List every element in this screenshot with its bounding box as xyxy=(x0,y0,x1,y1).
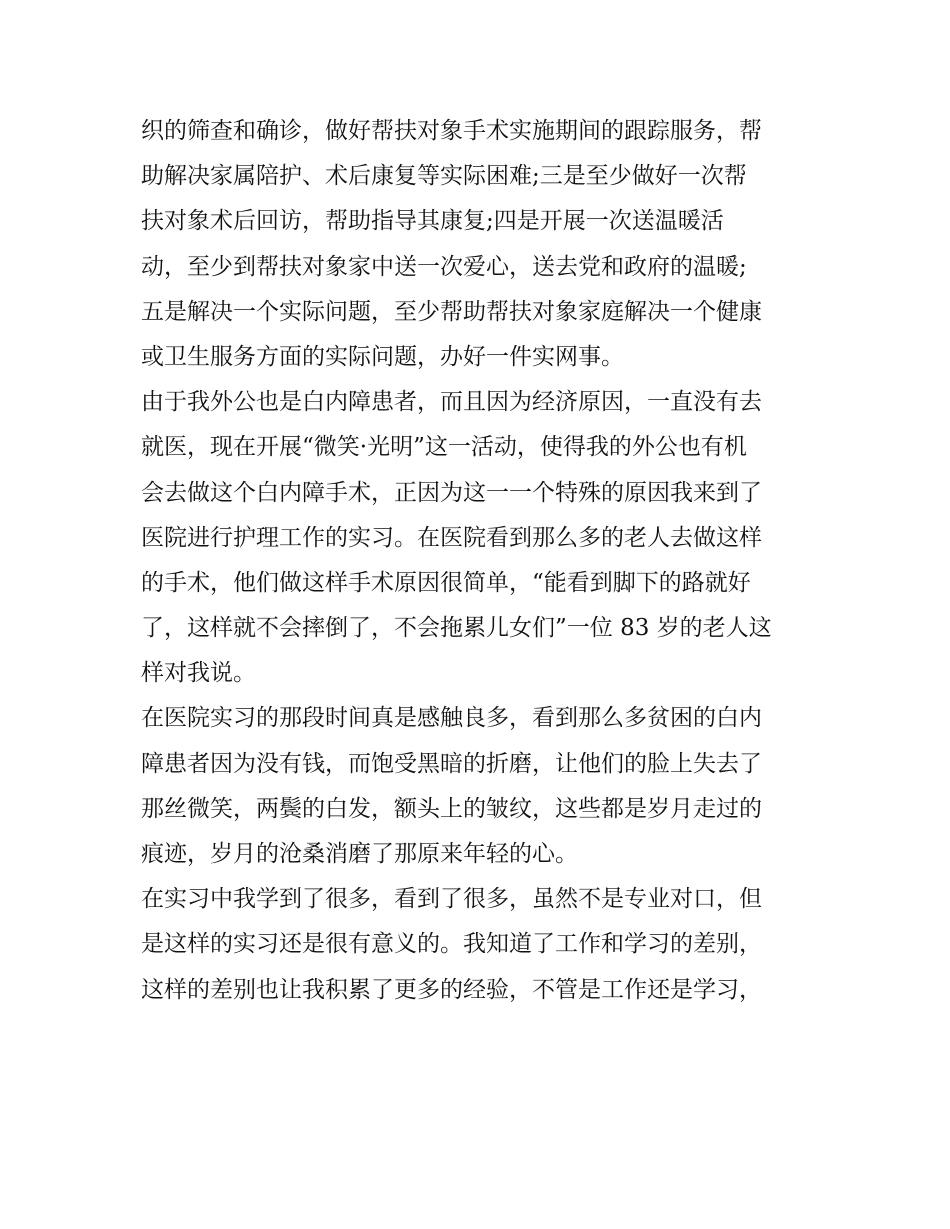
text-line: 织的筛查和确诊，做好帮扶对象手术实施期间的跟踪服务，帮 xyxy=(141,118,762,144)
text-line: 就医，现在开展“微笑·光明”这一活动，使得我的外公也有机 xyxy=(141,434,747,461)
text-line: 的手术，他们做这样手术原因很简单，“能看到脚下的路就好 xyxy=(141,569,751,596)
text-line: 障患者因为没有钱，而饱受黑暗的折磨，让他们的脸上失去了 xyxy=(141,750,762,777)
text-line: 扶对象术后回访，帮助指导其康复;四是开展一次送温暖活 xyxy=(141,208,724,235)
text-line: 在实习中我学到了很多，看到了很多，虽然不是专业对口，但 xyxy=(141,886,762,913)
text-line: 了，这样就不会摔倒了，不会拖累儿女们”一位 83 岁的老人这 xyxy=(141,615,772,642)
text-line: 在医院实习的那段时间真是感触良多，看到那么多贫困的白内 xyxy=(141,705,762,732)
text-line: 是这样的实习还是很有意义的。我知道了工作和学习的差别， xyxy=(141,931,762,958)
document-body xyxy=(141,109,821,1013)
text-line: 医院进行护理工作的实习。在医院看到那么多的老人去做这样 xyxy=(141,524,762,551)
text-line: 由于我外公也是白内障患者，而且因为经济原因，一直没有去 xyxy=(141,389,762,416)
text-line: 会去做这个白内障手术，正因为这一一个特殊的原因我来到了 xyxy=(141,479,762,506)
text-line: 那丝微笑，两鬓的白发，额头上的皱纹，这些都是岁月走过的 xyxy=(141,795,762,822)
text-line: 助解决家属陪护、术后康复等实际困难;三是至少做好一次帮 xyxy=(141,163,747,190)
text-line: 五是解决一个实际问题，至少帮助帮扶对象家庭解决一个健康 xyxy=(141,298,762,325)
text-line: 这样的差别也让我积累了更多的经验，不管是工作还是学习， xyxy=(141,976,762,1003)
text-line: 或卫生服务方面的实际问题，办好一件实网事。 xyxy=(141,343,624,370)
text-line: 动，至少到帮扶对象家中送一次爱心，送去党和政府的温暖; xyxy=(141,253,747,280)
text-line: 样对我说。 xyxy=(141,660,256,687)
text-line: 痕迹，岁月的沧桑消磨了那原来年轻的心。 xyxy=(141,841,578,867)
